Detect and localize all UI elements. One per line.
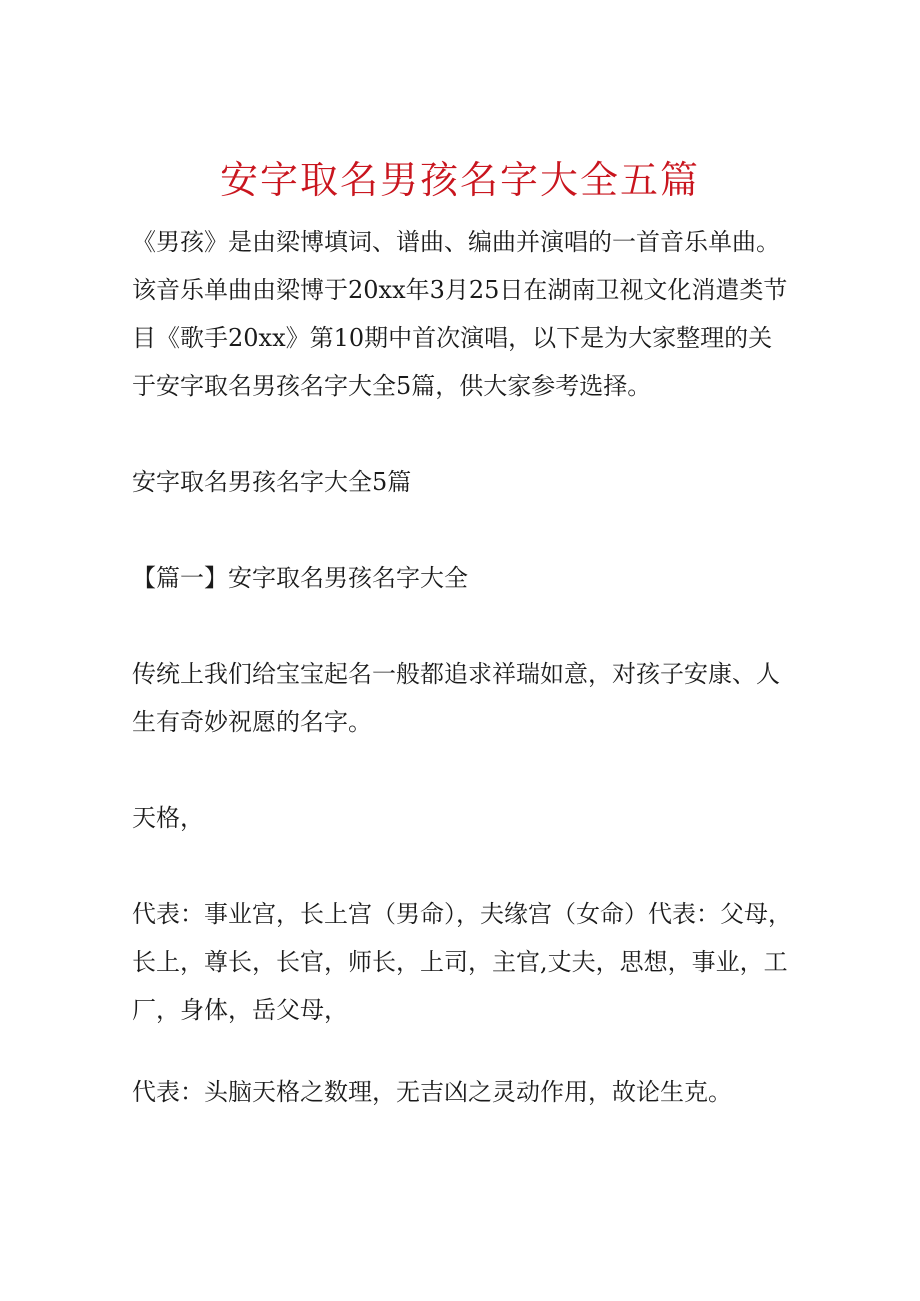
chapter-heading: 【篇一】安字取名男孩名字大全	[132, 564, 468, 592]
body-paragraph-2: 天格，	[132, 804, 204, 832]
intro-paragraph	[132, 218, 792, 410]
document-title: 安字取名男孩名字大全五篇	[219, 158, 700, 202]
body-paragraph-4: 代表：头脑天格之数理，无吉凶之灵动作用，故论生克。	[132, 1078, 732, 1106]
intro-text: 《男孩》是由梁博填词、谱曲、编曲并演唱的一首音乐单曲。该音乐单曲由梁博于20xx年3月25日在湖南卫视文化消遣类节目《歌手20xx》第10期中首次演唱，以下是为大家整理的关于安字取名男孩名字大全5篇，供大家参考选择。	[132, 228, 788, 400]
body-paragraph-3: 代表：事业宫，长上宫（男命），夫缘宫（女命）代表：父母，长上，尊长，长官，师长，上司，主官,丈夫，思想，事业，工厂，身体，岳父母，	[132, 900, 792, 1024]
section-heading: 安字取名男孩名字大全5篇	[132, 468, 412, 496]
body-paragraph-1: 传统上我们给宝宝起名一般都追求祥瑞如意，对孩子安康、人生有奇妙祝愿的名字。	[132, 660, 780, 736]
